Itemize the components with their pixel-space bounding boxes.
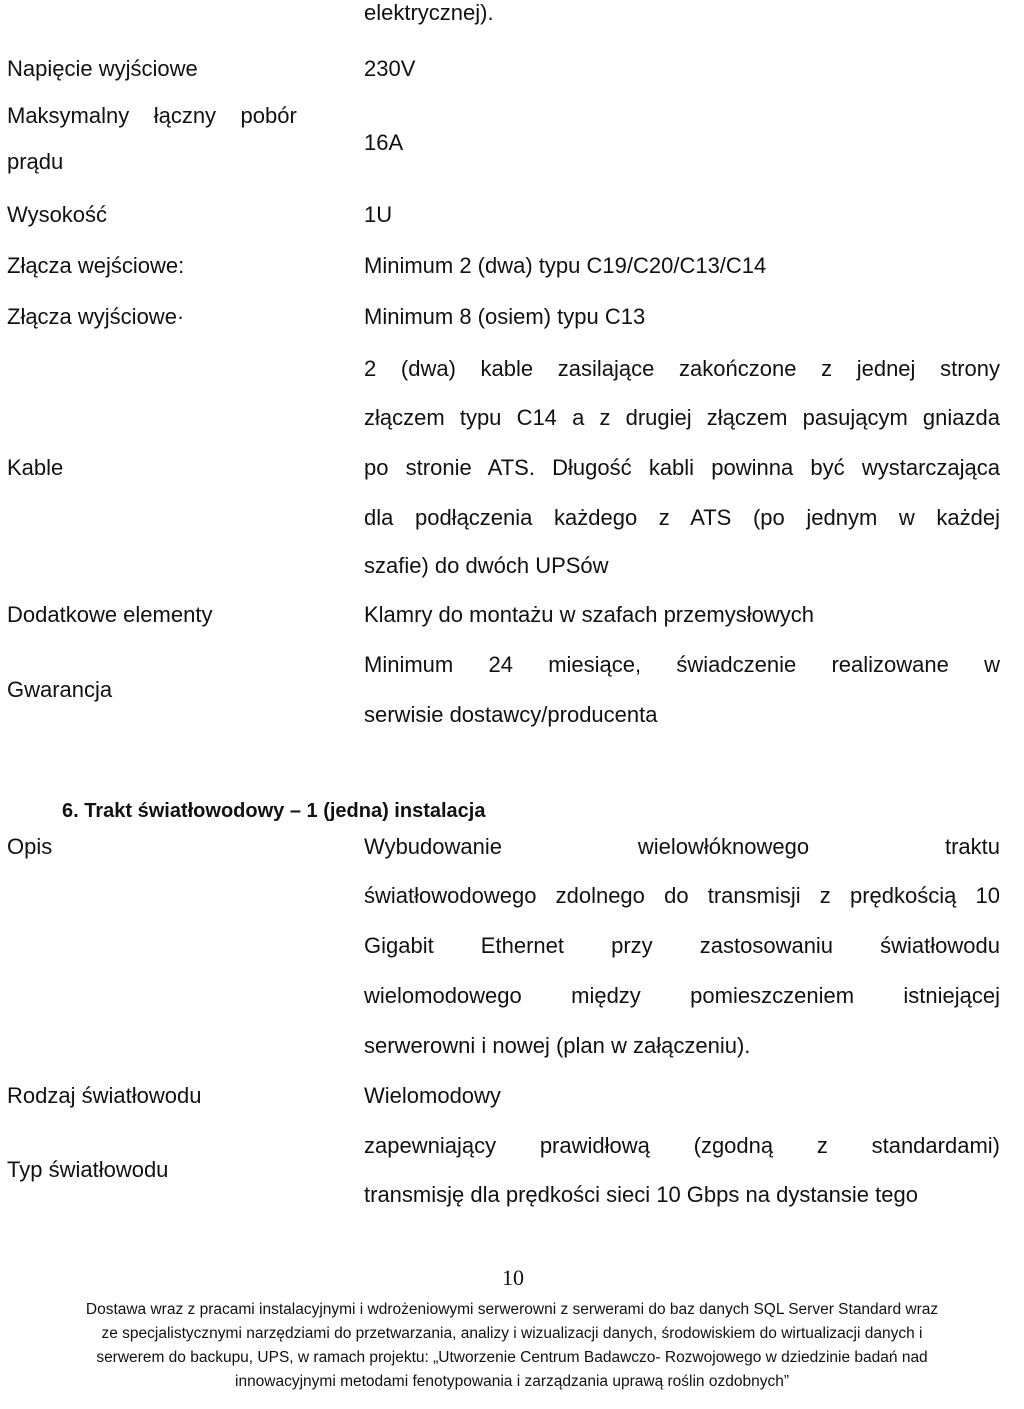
label-height: Wysokość — [7, 202, 108, 227]
value-description-line: Gigabit Ethernet przy zastosowaniu światłowodu — [364, 933, 1000, 958]
value-cables-line: po stronie ATS. Długość kabli powinna być wystarczająca — [364, 455, 1000, 480]
label-additional-elements: Dodatkowe elementy — [7, 602, 213, 627]
label-max-current-line1: Maksymalny łączny pobór — [7, 103, 297, 128]
value-cables-line: dla podłączenia każdego z ATS (po jednym w każdej — [364, 505, 1000, 530]
value-description-line: serwerowni i nowej (plan w załączeniu). — [364, 1033, 751, 1058]
label-warranty: Gwarancja — [7, 677, 113, 702]
label-cables: Kable — [7, 455, 64, 480]
value-description-line: światłowodowego zdolnego do transmisji z prędkością 10 — [364, 883, 1000, 908]
footer-line: ze specjalistycznymi narzędziami do przetwarzania, analizy i wizualizacji danych, środowiskiem do wirtualizacji danych i — [101, 1325, 923, 1342]
value-warranty-line: Minimum 24 miesiące, świadczenie realizowane w — [364, 652, 1000, 677]
value-output-connectors: Minimum 8 (osiem) typu C13 — [364, 304, 646, 329]
value-cables-line: szafie) do dwóch UPSów — [364, 553, 609, 578]
value-additional-elements: Klamry do montażu w szafach przemysłowych — [364, 602, 814, 627]
value-cables-line: 2 (dwa) kable zasilające zakończone z jednej strony — [364, 356, 1000, 381]
page-number: 10 — [502, 1265, 524, 1290]
continuation-text: elektrycznej). — [364, 0, 494, 25]
value-fiber-type-line: transmisję dla prędkości sieci 10 Gbps na dystansie tego — [364, 1182, 918, 1207]
label-description: Opis — [7, 834, 53, 859]
page-footer — [0, 1298, 1024, 1394]
value-description-line: Wybudowanie wielowłóknowego traktu — [364, 834, 1000, 859]
value-fiber-kind: Wielomodowy — [364, 1083, 501, 1108]
value-max-current: 16A — [364, 130, 404, 155]
footer-line: serwerem do backupu, UPS, w ramach projektu: „Utworzenie Centrum Badawczo- Rozwojowego w dziedzinie badań nad — [96, 1349, 928, 1366]
label-fiber-type: Typ światłowodu — [7, 1157, 169, 1182]
value-cables-line: złączem typu C14 a z drugiej złączem pasującym gniazda — [364, 405, 1000, 430]
value-fiber-type-line: zapewniający prawidłową (zgodną z standardami) — [364, 1133, 1000, 1158]
value-height: 1U — [364, 202, 393, 227]
footer-line: innowacyjnymi metodami fenotypowania i zarządzania uprawą roślin ozdobnych” — [235, 1373, 789, 1390]
value-output-voltage: 230V — [364, 56, 416, 81]
section-heading: 6. Trakt światłowodowy – 1 (jedna) instalacja — [62, 800, 486, 822]
label-input-connectors: Złącza wejściowe: — [7, 253, 185, 278]
label-output-connectors: Złącza wyjściowe· — [7, 304, 185, 329]
label-max-current-line2: prądu — [7, 149, 64, 174]
value-warranty-line: serwisie dostawcy/producenta — [364, 702, 658, 727]
label-fiber-kind: Rodzaj światłowodu — [7, 1083, 202, 1108]
label-output-voltage: Napięcie wyjściowe — [7, 56, 198, 81]
value-description-line: wielomodowego między pomieszczeniem istniejącej — [364, 983, 1000, 1008]
value-input-connectors: Minimum 2 (dwa) typu C19/C20/C13/C14 — [364, 253, 767, 278]
footer-line: Dostawa wraz z pracami instalacyjnymi i wdrożeniowymi serwerowni z serwerami do baz danych SQL Server Standard wraz — [85, 1301, 939, 1318]
